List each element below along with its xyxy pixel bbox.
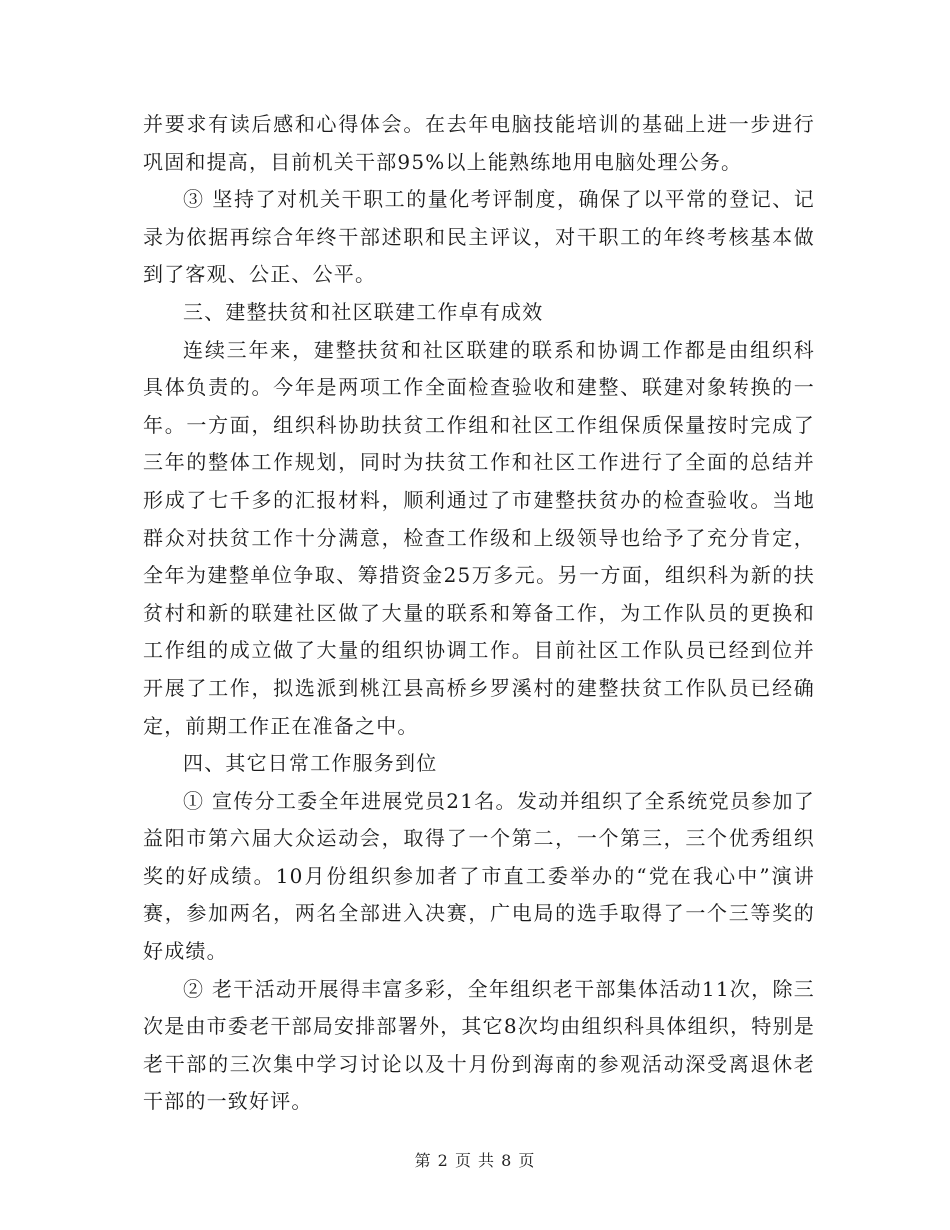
paragraph-continued: 并要求有读后感和心得体会。在去年电脑技能培训的基础上进一步进行巩固和提高，目前机关干部95%以上能熟练地用电脑处理公务。 [143,112,815,174]
page-footer [0,1148,950,1171]
page-number: 第 2 页 共 8 页 [414,1151,536,1170]
paragraph-item-2: ② 老干活动开展得丰富多彩，全年组织老干部集体活动11次，除三次是由市委老干部局安排部署外，其它8次均由组织科具体组织，特别是老干部的三次集中学习讨论以及十月份到海南的参观活动深受离退休老干部的一致好评。 [143,976,815,1114]
paragraph-item-3: ③ 坚持了对机关干职工的量化考评制度，确保了以平常的登记、记录为依据再综合年终干部述职和民主评议，对干职工的年终考核基本做到了客观、公正、公平。 [143,187,815,287]
paragraph-poverty-alleviation: 连续三年来，建整扶贫和社区联建的联系和协调工作都是由组织科具体负责的。今年是两项工作全面检查验收和建整、联建对象转换的一年。一方面，组织科协助扶贫工作组和社区工作组保质保量按时完成了三年的整体工作规划，同时为扶贫工作和社区工作进行了全面的总结并形成了七千多的汇报材料，顺利通过了市建整扶贫办的检查验收。当地群众对扶贫工作十分满意，检查工作级和上级领导也给予了充分肯定，全年为建整单位争取、筹措资金25万多元。另一方面，组织科为新的扶贫村和新的联建社区做了大量的联系和筹备工作，为工作队员的更换和工作组的成立做了大量的组织协调工作。目前社区工作队员已经到位并开展了工作，拟选派到桃江县高桥乡罗溪村的建整扶贫工作队员已经确定，前期工作正在准备之中。 [143,337,815,738]
section-heading-3: 三、建整扶贫和社区联建工作卓有成效 [183,299,544,324]
document-body [143,106,815,1121]
section-heading-4: 四、其它日常工作服务到位 [183,751,438,776]
paragraph-item-1: ① 宣传分工委全年进展党员21名。发动并组织了全系统党员参加了益阳市第六届大众运动会，取得了一个第二，一个第三，三个优秀组织奖的好成绩。10月份组织参加者了市直工委举办的“党在我心中”演讲赛，参加两名，两名全部进入决赛，广电局的选手取得了一个三等奖的好成绩。 [143,788,815,964]
